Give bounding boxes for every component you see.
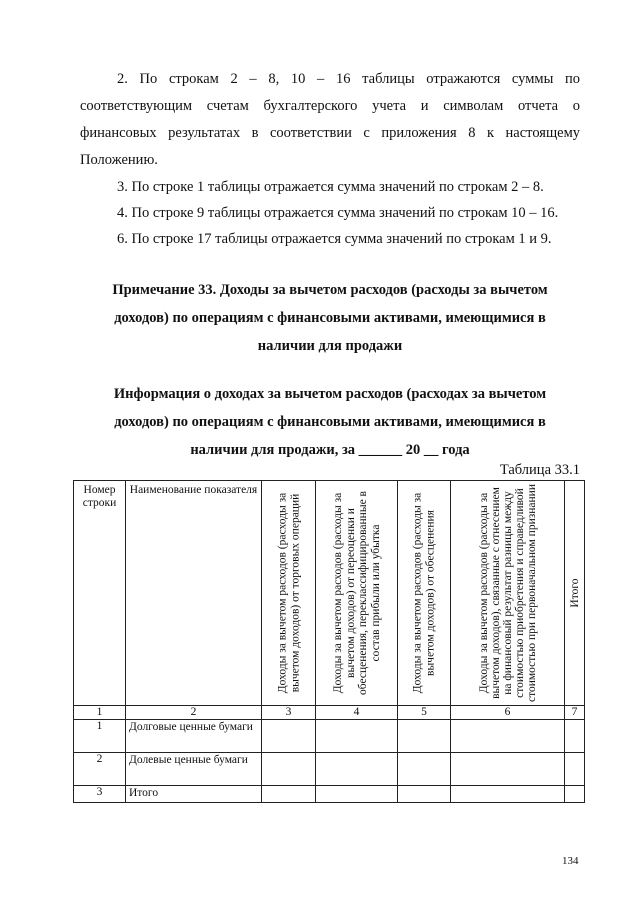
header-total-label: Итого [568,578,581,608]
note-heading [80,276,580,360]
table-cell [451,786,565,803]
column-number: 6 [451,706,565,720]
row-name: Долговые ценные бумаги [126,720,262,753]
column-number: 3 [262,706,316,720]
note-heading-line1: Примечание 33. Доходы за вычетом расходов (расходы за вычетом [112,282,548,298]
header-trading-label: Доходы за вычетом расходов (расходы за вычетом доходов) от торговых операций [276,492,301,694]
table-cell [565,753,585,786]
column-number: 2 [126,706,262,720]
header-impairment [398,481,451,706]
table-row [74,753,585,786]
header-initial-recognition-label: Доходы за вычетом расходов (расходы за вычетом доходов), связанные с отнесением на финансовый результат разницы между стоимостью приобретения и справедливой стоимостью при первоначальном признании [477,484,538,703]
paragraph-4: 4. По строке 9 таблицы отражается сумма значений по строкам 10 – 16. [117,205,559,221]
page-number: 134 [562,855,579,867]
header-row-number [74,481,126,706]
paragraph-6: 6. По строке 17 таблицы отражается сумма значений по строкам 1 и 9. [117,231,552,247]
header-impairment-label: Доходы за вычетом расходов (расходы за вычетом доходов) от обесценения [411,492,436,694]
info-heading-line3: наличии для продажи, за ______ 20 __ года [190,442,470,458]
info-heading-line2: доходов) по операциям с финансовыми активами, имеющимися в [114,414,546,430]
row-number: 3 [74,786,126,803]
table-cell [565,720,585,753]
row-name: Долевые ценные бумаги [126,753,262,786]
header-revaluation-label: Доходы за вычетом расходов (расходы за вычетом доходов) от переоценки и обесценения, переклассифицированные в состав прибыли или убытка [331,491,381,695]
table-cell [398,753,451,786]
table-caption: Таблица 33.1 [499,462,580,478]
header-initial-recognition [451,481,565,706]
table-cell [316,720,398,753]
note-heading-line2: доходов) по операциям с финансовыми активами, имеющимися в [114,310,546,326]
header-row-number-label: Номер строки [82,484,117,509]
paragraph-2: 2. По строкам 2 – 8, 10 – 16 таблицы отражаются суммы по соответствующим счетам бухгалтерского учета и символам отчета о финансовых результатах в соответствии с приложения 8 к настоящему Положению. [80,71,580,168]
info-heading-line1: Информация о доходах за вычетом расходов (расходах за вычетом [113,386,547,402]
column-number: 5 [398,706,451,720]
table-header-row [74,481,585,706]
header-trading [262,481,316,706]
table-cell [316,753,398,786]
table-cell [451,720,565,753]
table-row [74,786,585,803]
table-cell [565,786,585,803]
column-number: 7 [565,706,585,720]
table-cell [262,786,316,803]
header-indicator-name-label: Наименование показателя [129,484,258,496]
table-cell [398,720,451,753]
info-heading [80,380,580,464]
table-cell [398,786,451,803]
note-heading-line3: наличии для продажи [257,338,403,354]
paragraph-3: 3. По строке 1 таблицы отражается сумма значений по строкам 2 – 8. [117,179,544,195]
table-cell [316,786,398,803]
row-name: Итого [126,786,262,803]
header-indicator-name [126,481,262,706]
table-row [74,720,585,753]
row-number: 1 [74,720,126,753]
row-number: 2 [74,753,126,786]
data-table [73,480,585,803]
header-revaluation [316,481,398,706]
table-cell [262,753,316,786]
table-cell [451,753,565,786]
column-number-row [74,706,585,720]
table-cell [262,720,316,753]
header-total [565,481,585,706]
column-number: 1 [74,706,126,720]
column-number: 4 [316,706,398,720]
